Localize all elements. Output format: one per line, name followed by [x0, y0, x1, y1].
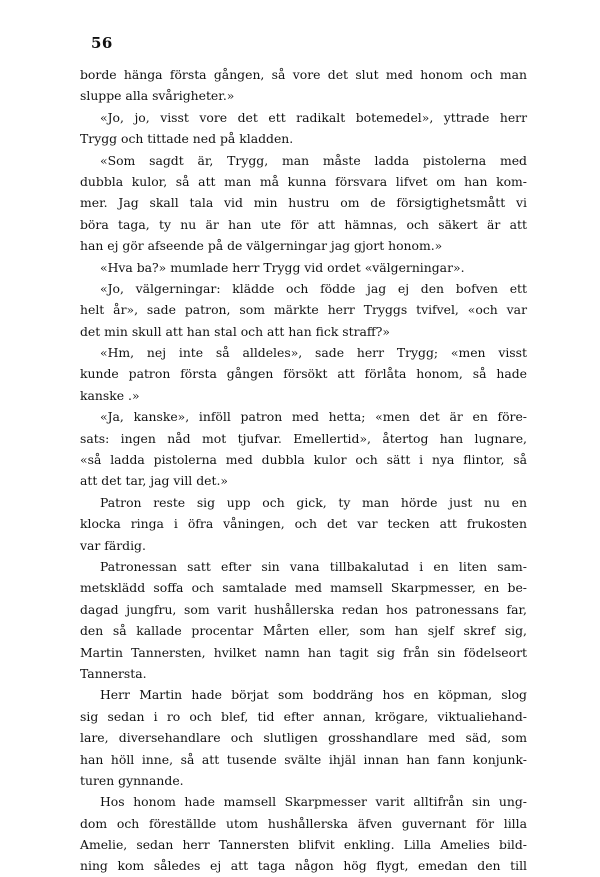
text-line: Martin Tannersten, hvilket namn han tagit sig från sin födelseort — [80, 644, 527, 660]
text-line: dubbla kulor, så att man må kunna försvara lifvet om han kom- — [80, 173, 527, 189]
text-line: klocka ringa i öfra våningen, och det var tecken att frukosten — [80, 516, 527, 532]
text-line: turen gynnande. — [80, 772, 184, 788]
text-line: Hos honom hade mamsell Skarpmesser varit alltifrån sin ung- — [100, 794, 527, 810]
text-line: den så kallade procentar Mårten eller, som han sjelf skref sig, — [80, 623, 527, 639]
text-line: Amelie, sedan herr Tannersten blifvit enkling. Lilla Amelies bild- — [80, 837, 527, 853]
page-number: 56 — [91, 34, 113, 52]
text-line: helt år», sade patron, som märkte herr Tryggs tvifvel, «och var — [80, 302, 527, 318]
text-line: ning kom således ej att taga någon hög flygt, emedan den till — [80, 858, 527, 874]
text-line: borde hänga första gången, så vore det slut med honom och man — [80, 67, 527, 82]
text-line: böra taga, ty nu är han ute för att hämnas, och säkert är att — [80, 216, 527, 232]
text-line: «Hm, nej inte så alldeles», sade herr Trygg; «men visst — [100, 345, 527, 361]
text-line: «så ladda pistolerna med dubbla kulor och sätt i nya flintor, så — [80, 452, 527, 468]
text-line: «Som sagdt är, Trygg, man måste ladda pistolerna med — [100, 152, 527, 168]
body-text — [80, 64, 527, 877]
text-line: han ej gör afseende på de välgerningar jag gjort honom.» — [80, 238, 443, 254]
text-line: Patronessan satt efter sin vana tillbakalutad i en liten sam- — [100, 558, 527, 574]
text-line: metsklädd soffa och samtalade med mamsell Skarpmesser, en be- — [80, 580, 527, 596]
text-line: «Hva ba?» mumlade herr Trygg vid ordet «välgerningar». — [100, 259, 465, 275]
text-line: Tannersta. — [80, 665, 147, 681]
text-line: kanske .» — [80, 387, 140, 403]
text-line: var färdig. — [80, 537, 146, 553]
text-line: Patron reste sig upp och gick, ty man hörde just nu en — [100, 494, 527, 510]
text-line: Trygg och tittade ned på kladden. — [80, 131, 294, 147]
text-line: kunde patron första gången försökt att förlåta honom, så hade — [80, 366, 527, 382]
text-line: Herr Martin hade börjat som boddräng hos en köpman, slog — [100, 687, 527, 703]
text-line: mer. Jag skall tala vid min hustru om de försigtighetsmått vi — [80, 195, 527, 211]
text-line: dagad jungfru, som varit hushållerska redan hos patronessans far, — [80, 601, 527, 617]
text-line: det min skull att han stal och att han fick straff?» — [80, 323, 390, 339]
text-line: dom och föreställde utom hushållerska äfven guvernant för lilla — [80, 815, 527, 831]
text-line: sig sedan i ro och blef, tid efter annan, krögare, viktualiehand- — [80, 708, 527, 724]
text-line: sats: ingen nåd mot tjufvar. Emellertid», återtog han lugnare, — [80, 430, 527, 446]
text-line: sluppe alla svårigheter.» — [80, 88, 235, 104]
text-line: att det tar, jag vill det.» — [80, 473, 228, 489]
text-line: «Jo, jo, visst vore det ett radikalt botemedel», yttrade herr — [100, 109, 527, 125]
text-line: han höll inne, så att tusende svälte ihjäl innan han fann konjunk- — [80, 751, 527, 767]
text-line: «Jo, välgerningar: klädde och födde jag ej den bofven ett — [100, 280, 527, 296]
text-line: lare, diversehandlare och slutligen grosshandlare med säd, som — [80, 730, 527, 746]
text-line: «Ja, kanske», inföll patron med hetta; «men det är en före- — [100, 409, 527, 425]
